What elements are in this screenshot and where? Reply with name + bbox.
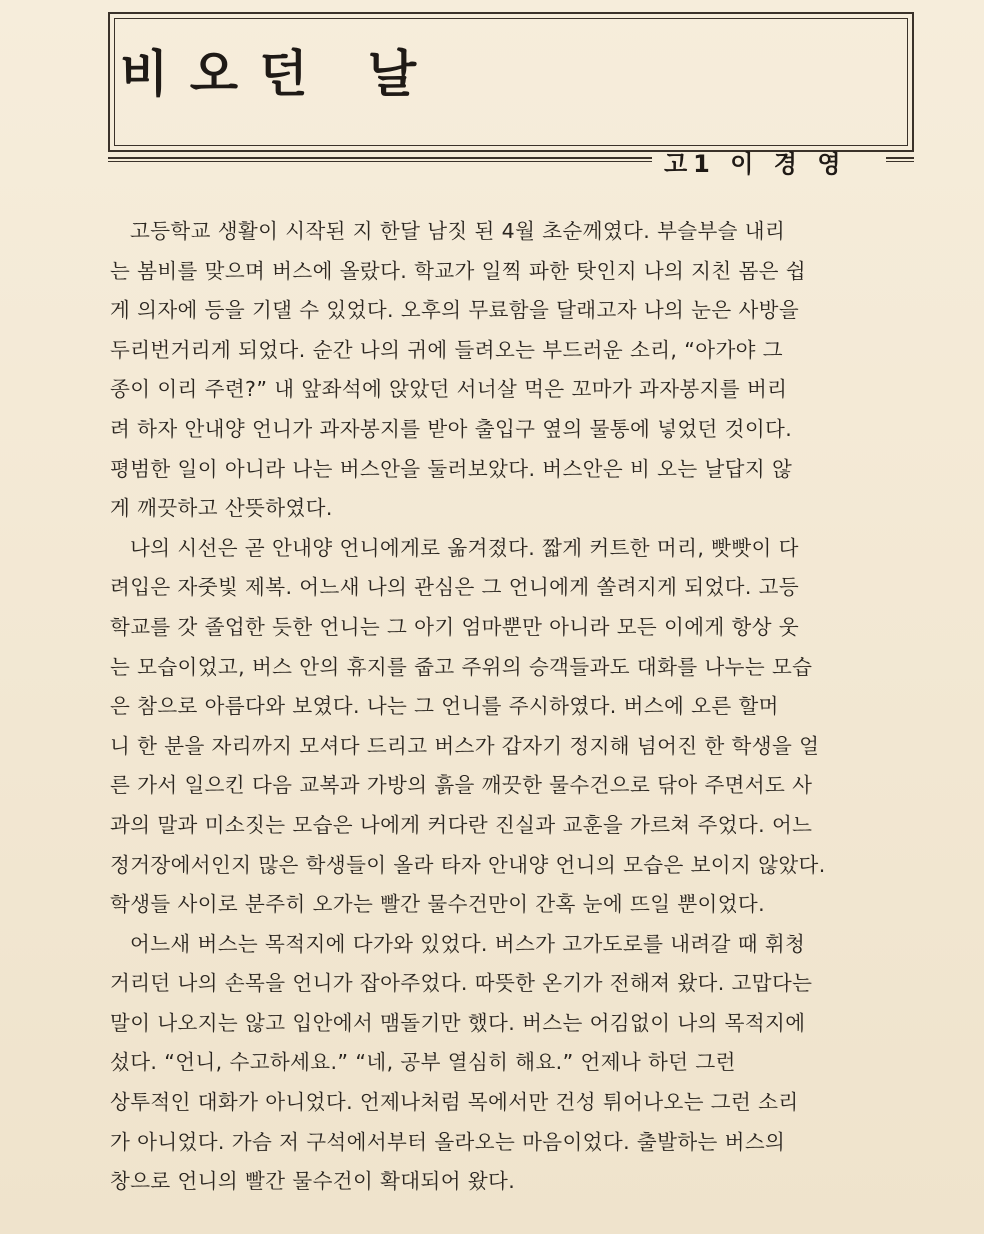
body-line: 학교를 갓 졸업한 듯한 언니는 그 아기 엄마뿐만 아니라 모든 이에게 항상 웃	[110, 614, 800, 639]
body-line: 가 아니었다. 가슴 저 구석에서부터 올라오는 마음이었다. 출발하는 버스의	[110, 1129, 786, 1154]
body-line: 고등학교 생활이 시작된 지 한달 남짓 된 4월 초순께였다. 부슬부슬 내리	[130, 219, 786, 243]
body-line: 는 봄비를 맞으며 버스에 올랐다. 학교가 일찍 파한 탓인지 나의 지친 몸은 쉽	[110, 258, 807, 283]
body-line: 정거장에서인지 많은 학생들이 올라 타자 안내양 언니의 모습은 보이지 않았다.	[110, 852, 826, 877]
body-line: 상투적인 대화가 아니었다. 언제나처럼 목에서만 건성 튀어나오는 그런 소리	[110, 1090, 799, 1115]
body-line: 창으로 언니의 빨간 물수건이 확대되어 왔다.	[110, 1169, 516, 1194]
byline-rule-right	[886, 157, 914, 162]
body-line: 려입은 자줏빛 제복. 어느새 나의 관심은 그 언니에게 쏠려지게 되었다. 고등	[110, 575, 800, 600]
body-line: 나의 시선은 곧 안내양 언니에게로 옮겨졌다. 짧게 커트한 머리, 빳빳이 다	[130, 535, 799, 560]
body-line: 게 깨끗하고 산뜻하였다.	[110, 496, 333, 521]
byline-rule-left	[108, 157, 652, 162]
body-line: 어느새 버스는 목적지에 다가와 있었다. 버스가 고가도로를 내려갈 때 휘청	[130, 931, 806, 956]
body-line: 른 가서 일으킨 다음 교복과 가방의 흙을 깨끗한 물수건으로 닦아 주면서도 사	[110, 773, 813, 798]
body-line: 은 참으로 아름다와 보였다. 나는 그 언니를 주시하였다. 버스에 오른 할머	[110, 694, 779, 719]
author-byline: 고1 이 경 영	[664, 150, 847, 178]
body-line: 두리번거리게 되었다. 순간 나의 귀에 들려오는 부드러운 소리, “아가야 그	[110, 337, 783, 362]
body-line: 려 하자 안내양 언니가 과자봉지를 받아 출입구 옆의 물통에 넣었던 것이다.	[110, 416, 793, 441]
body-line: 종이 이리 주련?” 내 앞좌석에 앉았던 서너살 먹은 꼬마가 과자봉지를 버리	[110, 377, 788, 402]
body-line: 섰다. “언니, 수고하세요.” “네, 공부 열심히 해요.” 언제나 하던 그런	[110, 1050, 736, 1075]
body-line: 말이 나오지는 않고 입안에서 맴돌기만 했다. 버스는 어김없이 나의 목적지에	[110, 1010, 806, 1035]
body-line: 과의 말과 미소짓는 모습은 나에게 커다란 진실과 교훈을 가르쳐 주었다. 어느	[110, 812, 813, 837]
body-line: 거리던 나의 손목을 언니가 잡아주었다. 따뜻한 온기가 전해져 왔다. 고맙다는	[110, 971, 813, 996]
byline-rule	[108, 144, 914, 178]
body-line: 학생들 사이로 분주히 오가는 빨간 물수건만이 간혹 눈에 뜨일 뿐이었다.	[110, 892, 766, 917]
body-line: 게 의자에 등을 기댈 수 있었다. 오후의 무료함을 달래고자 나의 눈은 사방을	[110, 298, 800, 323]
body-line: 니 한 분을 자리까지 모셔다 드리고 버스가 갑자기 정지해 넘어진 한 학생을 얼	[110, 733, 820, 758]
body-line: 는 모습이었고, 버스 안의 휴지를 줍고 주위의 승객들과도 대화를 나누는 모습	[110, 654, 813, 679]
body-line: 평범한 일이 아니라 나는 버스안을 둘러보았다. 버스안은 비 오는 날답지 않	[110, 456, 793, 481]
article-body	[110, 212, 922, 1202]
article-title: 비 오 던 날	[120, 45, 419, 103]
